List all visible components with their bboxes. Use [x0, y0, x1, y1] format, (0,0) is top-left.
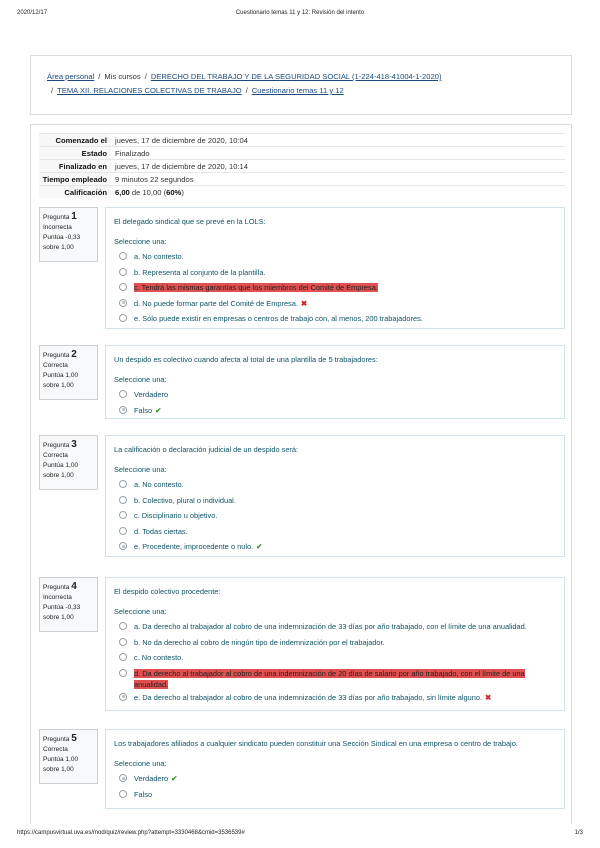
- question-number: [43, 582, 94, 593]
- summary-value: jueves, 17 de diciembre de 2020, 10:04: [115, 136, 248, 145]
- question-max: sobre 1,00: [43, 244, 74, 251]
- question-text: Los trabajadores afiliados a cualquier sindicato pueden constituir una Sección Sindical en una empresa o centro de trabajo.: [114, 739, 518, 748]
- question-info: [39, 207, 98, 262]
- option-label: e. Procedente, improcedente o nulo.: [134, 542, 254, 551]
- question-text: El delegado sindical que se prevé en la LOLS:: [114, 217, 266, 226]
- option-label: c. No contesto.: [134, 653, 184, 662]
- grade-score: 6,00: [115, 188, 130, 197]
- answer-options: [114, 387, 556, 418]
- question-prompt: Seleccione una:: [114, 375, 167, 384]
- question-points: Puntúa -0,33: [43, 604, 81, 611]
- print-page-count: 1/3: [574, 830, 583, 836]
- answer-options: [114, 771, 556, 802]
- answer-option-selected[interactable]: [114, 296, 556, 312]
- option-label: d. Da derecho al trabajador al cobro de una indemnización de 20 días de salario por año trabajado, con el límite de una anualidad.: [134, 668, 525, 689]
- radio-button[interactable]: [119, 268, 127, 276]
- answer-option-selected[interactable]: [114, 690, 556, 706]
- answer-option-selected[interactable]: [114, 771, 556, 787]
- question-state: Correcta: [43, 362, 68, 369]
- answer-option-selected[interactable]: [114, 539, 556, 555]
- option-label: c. Tendrá las mismas garantías que los miembros del Comité de Empresa.: [134, 283, 378, 292]
- quiz-review-region: [30, 124, 572, 824]
- option-label: Verdadero: [134, 774, 169, 783]
- question-prompt: Seleccione una:: [114, 237, 167, 246]
- answer-option[interactable]: [114, 265, 556, 281]
- question-state: Correcta: [43, 452, 68, 459]
- option-label: a. No contesto.: [134, 480, 184, 489]
- radio-button[interactable]: [119, 283, 127, 291]
- answer-option[interactable]: [114, 249, 556, 265]
- radio-button-checked[interactable]: [119, 774, 127, 782]
- question-state: Incorrecta: [43, 594, 72, 601]
- answer-option[interactable]: [114, 635, 556, 651]
- radio-button[interactable]: [119, 390, 127, 398]
- question-content: [105, 345, 565, 419]
- radio-button[interactable]: [119, 790, 127, 798]
- question-info: [39, 729, 98, 784]
- print-footer: [17, 830, 583, 840]
- summary-value: 9 minutos 22 segundos: [115, 175, 194, 184]
- breadcrumb-topic-link[interactable]: TEMA XII. RELACIONES COLECTIVAS DE TRABAJO: [57, 86, 242, 95]
- correct-icon: ✔: [171, 774, 178, 783]
- question-points: Puntúa 1,00: [43, 372, 79, 379]
- answer-option[interactable]: [114, 477, 556, 493]
- breadcrumb-separator: /: [51, 86, 54, 95]
- radio-button[interactable]: [119, 496, 127, 504]
- question-label: Pregunta: [43, 214, 70, 221]
- breadcrumb-separator: /: [245, 86, 248, 95]
- answer-option[interactable]: [114, 619, 556, 635]
- answer-option[interactable]: [114, 508, 556, 524]
- question-label: Pregunta: [43, 584, 70, 591]
- summary-label: Comenzado el: [39, 134, 111, 146]
- grade-of: de 10,00 (: [131, 188, 167, 197]
- grade-label: Calificación: [39, 186, 111, 198]
- question-label: Pregunta: [43, 442, 70, 449]
- correct-icon: ✔: [155, 405, 162, 415]
- radio-button[interactable]: [119, 653, 127, 661]
- radio-button[interactable]: [119, 480, 127, 488]
- option-label: a. No contesto.: [134, 252, 184, 261]
- question-state: Correcta: [43, 746, 68, 753]
- question-points: Puntúa 1,00: [43, 462, 79, 469]
- grade-value: [111, 186, 184, 198]
- question-max: sobre 1,00: [43, 766, 74, 773]
- answer-option-selected[interactable]: [114, 403, 556, 419]
- question-info: [39, 577, 98, 632]
- question-number: [43, 440, 94, 451]
- radio-button[interactable]: [119, 527, 127, 535]
- option-label: e. Da derecho al trabajador al cobro de una indemnización de 33 días por año trabajado, sin límite alguno.: [134, 692, 482, 702]
- radio-button-checked[interactable]: [119, 693, 127, 701]
- question-max: sobre 1,00: [43, 472, 74, 479]
- option-label: d. No puede formar parte del Comité de Empresa.: [134, 298, 298, 308]
- summary-row: [39, 159, 565, 172]
- question-num: 1: [71, 211, 77, 222]
- radio-button[interactable]: [119, 314, 127, 322]
- answer-option[interactable]: [114, 650, 556, 666]
- option-label: d. Todas ciertas.: [134, 526, 188, 536]
- question-num: 5: [71, 733, 77, 744]
- summary-row: [39, 172, 565, 185]
- option-label: b. No da derecho al cobro de ningún tipo de indemnización por el trabajador.: [134, 637, 385, 647]
- print-header: [17, 10, 583, 20]
- question-num: 3: [71, 439, 77, 450]
- answer-options: [114, 477, 556, 555]
- question-prompt: Seleccione una:: [114, 759, 167, 768]
- question-info: [39, 345, 98, 400]
- incorrect-icon: ✖: [300, 298, 308, 308]
- question-number: [43, 350, 94, 361]
- question-num: 4: [71, 581, 77, 592]
- answer-option[interactable]: [114, 387, 556, 403]
- question-prompt: Seleccione una:: [114, 607, 167, 616]
- print-doc-title: Cuestionario temas 11 y 12: Revisión del intento: [235, 10, 365, 16]
- question-state: Incorrecta: [43, 224, 72, 231]
- correct-icon: ✔: [256, 542, 263, 551]
- question-text: La calificación o declaración judicial de un despido será:: [114, 445, 299, 454]
- summary-label: Tiempo empleado: [39, 173, 111, 185]
- answer-option-correct-highlight[interactable]: [114, 280, 556, 296]
- summary-label: Finalizado en: [39, 160, 111, 172]
- answer-option[interactable]: [114, 524, 556, 540]
- question-content: [105, 577, 565, 711]
- radio-button[interactable]: [119, 252, 127, 260]
- incorrect-icon: ✖: [485, 692, 492, 702]
- answer-options: [114, 619, 556, 705]
- radio-button[interactable]: [119, 622, 127, 630]
- option-label: Falso: [134, 405, 153, 415]
- breadcrumb-courses: Mis cursos: [104, 72, 141, 81]
- question-prompt: Seleccione una:: [114, 465, 167, 474]
- answer-option[interactable]: [114, 311, 556, 327]
- question-content: [105, 207, 565, 329]
- print-url: https://campusvirtual.uva.es/mod/quiz/review.php?attempt=3330468&cmid=3536539#: [17, 830, 245, 836]
- question-num: 2: [71, 349, 77, 360]
- question-content: [105, 729, 565, 809]
- breadcrumb: [30, 55, 572, 115]
- question-text: El despido colectivo procedente:: [114, 587, 221, 596]
- option-label: a. Da derecho al trabajador al cobro de una indemnización de 33 días por año trabajado, con el límite de una anualidad.: [134, 622, 527, 631]
- radio-button[interactable]: [119, 669, 127, 677]
- question-label: Pregunta: [43, 736, 70, 743]
- option-label: Falso: [134, 789, 153, 799]
- question-label: Pregunta: [43, 352, 70, 359]
- answer-option[interactable]: [114, 493, 556, 509]
- answer-options: [114, 249, 556, 327]
- attempt-summary-table: [39, 133, 565, 198]
- summary-label: Estado: [39, 147, 111, 159]
- breadcrumb-area-link[interactable]: Área personal: [47, 72, 95, 81]
- summary-row: [39, 133, 565, 146]
- breadcrumb-quiz-link[interactable]: Cuestionario temas 11 y 12: [251, 86, 344, 95]
- question-points: Puntúa 1,00: [43, 756, 79, 763]
- radio-button-checked[interactable]: [119, 406, 127, 414]
- option-label: c. Disciplinario u objetivo.: [134, 511, 218, 520]
- breadcrumb-separator: /: [98, 72, 101, 81]
- radio-button-checked[interactable]: [119, 299, 127, 307]
- question-max: sobre 1,00: [43, 614, 74, 621]
- option-label: Verdadero: [134, 390, 169, 399]
- summary-value: Finalizado: [115, 149, 150, 158]
- radio-button[interactable]: [119, 511, 127, 519]
- summary-row: [39, 146, 565, 159]
- print-date: 2020/12/17: [17, 10, 48, 16]
- option-label: e. Sólo puede existir en empresas o centros de trabajo con, al menos, 200 trabajadores.: [134, 314, 423, 323]
- question-number: [43, 212, 94, 223]
- grade-close: ): [181, 188, 184, 197]
- summary-row-grade: [39, 185, 565, 198]
- grade-percent: 60%: [166, 188, 182, 197]
- option-label: b. Colectivo, plural o individual.: [134, 495, 236, 505]
- breadcrumb-course-link[interactable]: DERECHO DEL TRABAJO Y DE LA SEGURIDAD SOCIAL (1-224-418-41004-1-2020): [150, 72, 442, 81]
- summary-value: jueves, 17 de diciembre de 2020, 10:14: [115, 162, 248, 171]
- question-info: [39, 435, 98, 490]
- question-max: sobre 1,00: [43, 382, 74, 389]
- radio-button-checked[interactable]: [119, 542, 127, 550]
- question-text: Un despido es colectivo cuando afecta al total de una plantilla de 5 trabajadores:: [114, 355, 378, 364]
- question-number: [43, 734, 94, 745]
- question-points: Puntúa -0,33: [43, 234, 81, 241]
- option-label: b. Representa al conjunto de la plantilla.: [134, 267, 266, 277]
- answer-option-correct-highlight[interactable]: [114, 666, 556, 690]
- radio-button[interactable]: [119, 638, 127, 646]
- breadcrumb-separator: /: [144, 72, 147, 81]
- question-content: [105, 435, 565, 557]
- answer-option[interactable]: [114, 787, 556, 803]
